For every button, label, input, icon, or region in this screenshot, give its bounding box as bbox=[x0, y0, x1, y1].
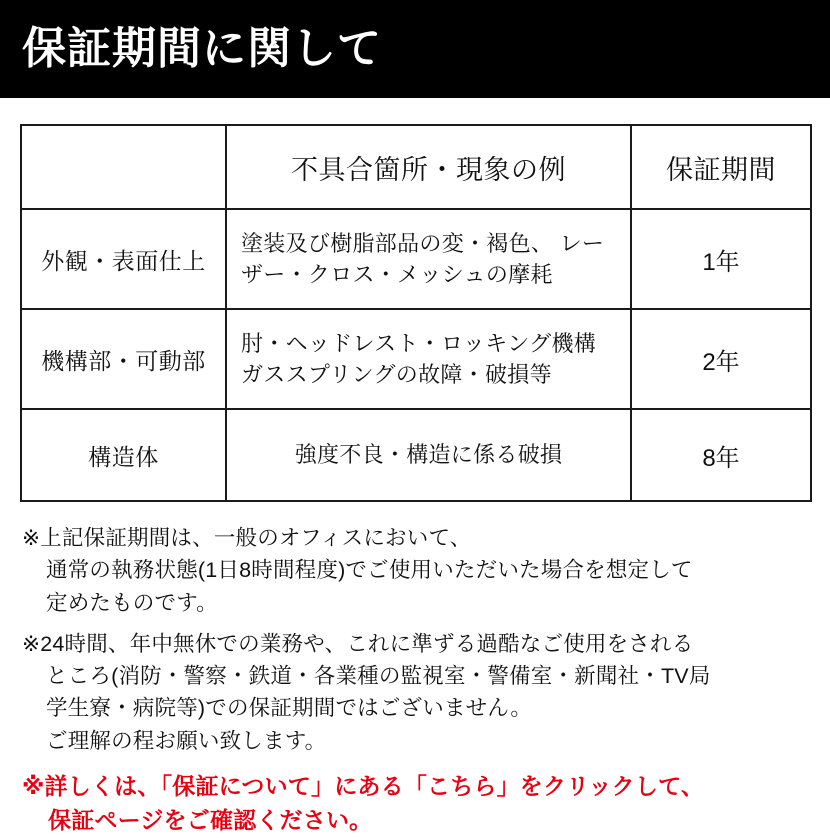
table-row bbox=[21, 309, 811, 409]
note-line: 定めたものです。 bbox=[46, 590, 218, 615]
note-highlight-line: ※詳しくは、「保証について」にある「こちら」をクリックして、 bbox=[22, 772, 705, 799]
note-line: 通常の執務状態(1日8時間程度)でご使用いただいた場合を想定して bbox=[46, 558, 693, 583]
description-line: ガススプリングの故障・破損等 bbox=[241, 362, 552, 387]
note-line: 学生寮・病院等)での保証期間ではございません。 bbox=[46, 696, 533, 721]
cell-description bbox=[226, 309, 631, 409]
cell-description bbox=[226, 209, 631, 309]
notes-section bbox=[0, 502, 830, 838]
table-row bbox=[21, 409, 811, 501]
note-block bbox=[22, 522, 810, 619]
table-header-row-group bbox=[21, 125, 811, 209]
warranty-table bbox=[20, 124, 812, 502]
table-row bbox=[21, 209, 811, 309]
cell-part: 構造体 bbox=[21, 409, 226, 501]
description-line: 強度不良・構造に係る破損 bbox=[294, 442, 563, 468]
header-cell-part bbox=[21, 125, 226, 209]
note-highlight-block bbox=[22, 769, 810, 838]
page-title: 保証期間に関して bbox=[22, 24, 382, 73]
note-highlight-line: 保証ページをご確認ください。 bbox=[48, 807, 373, 834]
header-cell-description: 不具合箇所・現象の例 bbox=[226, 125, 631, 209]
note-line: ※上記保証期間は、一般のオフィスにおいて、 bbox=[22, 526, 472, 550]
description-line: レーザー・クロス・メッシュの摩耗 bbox=[241, 230, 605, 287]
cell-period: 2年 bbox=[631, 309, 811, 409]
warranty-table-wrapper bbox=[0, 98, 830, 502]
note-block bbox=[22, 628, 810, 757]
note-line: ※24時間、年中無休での業務や、これに準ずる過酷なご使用をされる bbox=[22, 631, 694, 656]
note-line: ご理解の程お願い致します。 bbox=[46, 728, 327, 753]
cell-description bbox=[226, 409, 631, 501]
cell-period: 8年 bbox=[631, 409, 811, 501]
description-line: 肘・ヘッドレスト・ロッキング機構 bbox=[241, 330, 597, 356]
cell-part: 機構部・可動部 bbox=[21, 309, 226, 409]
header-cell-period: 保証期間 bbox=[631, 125, 811, 209]
page-header bbox=[0, 0, 830, 98]
cell-part: 外観・表面仕上 bbox=[21, 209, 226, 309]
table-header-row bbox=[21, 125, 811, 209]
note-line: ところ(消防・警察・鉄道・各業種の監視室・警備室・新聞社・TV局 bbox=[46, 664, 711, 688]
cell-period: 1年 bbox=[631, 209, 811, 309]
description-line: 塗装及び樹脂部品の変・褐色、 bbox=[241, 230, 554, 256]
table-body bbox=[21, 209, 811, 501]
